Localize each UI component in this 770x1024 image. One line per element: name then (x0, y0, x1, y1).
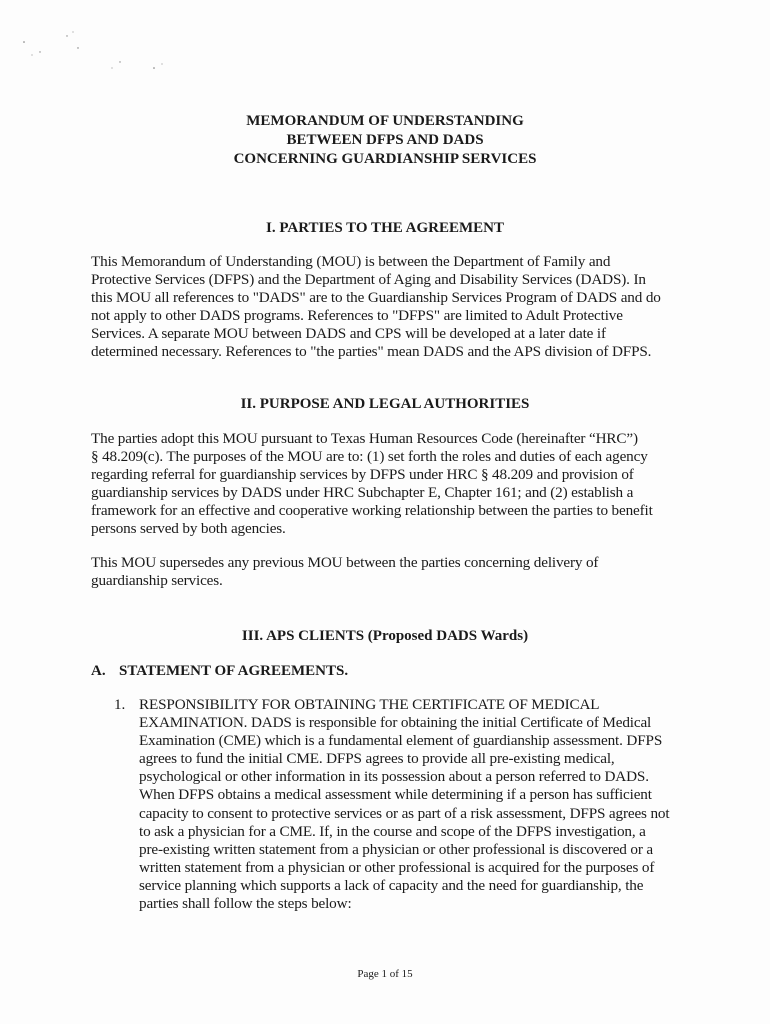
text-line: RESPONSIBILITY FOR OBTAINING THE CERTIFICATE OF MEDICAL (139, 696, 600, 713)
section-3-heading: III. APS CLIENTS (Proposed DADS Wards) (241, 628, 529, 644)
subheading-text: STATEMENT OF AGREEMENTS. (119, 663, 349, 679)
text-line: § 48.209(c). The purposes of the MOU are to: (1) set forth the roles and duties of each agency (91, 448, 648, 466)
text-line: parties shall follow the steps below: (139, 895, 352, 913)
text-line: not apply to other DADS programs. References to "DFPS" are limited to Adult Protective (91, 307, 623, 325)
text-line: pre-existing written statement from a physician or other professional is discovered or a (139, 840, 653, 858)
text-line: determined necessary. References to "the parties" mean DADS and the APS division of DFPS. (91, 343, 652, 361)
text-line: This MOU supersedes any previous MOU between the parties concerning delivery of (91, 554, 599, 571)
section-2-paragraph-2 (91, 554, 691, 590)
text-line: capacity to consent to protective services or as part of a risk assessment, DFPS agrees not (139, 804, 670, 822)
list-item-number: 1. (114, 696, 126, 713)
title-line: MEMORANDUM OF UNDERSTANDING (246, 113, 524, 129)
text-line: Services. A separate MOU between DADS and CPS will be developed at a later date if (91, 325, 606, 343)
text-line: Protective Services (DFPS) and the Department of Aging and Disability Services (DADS). In (91, 271, 646, 289)
text-line: The parties adopt this MOU pursuant to Texas Human Resources Code (hereinafter “HRC”) (91, 430, 638, 447)
section-1-paragraph (91, 253, 691, 362)
text-line: EXAMINATION. DADS is responsible for obtaining the initial Certificate of Medical (139, 714, 652, 732)
text-line: guardianship services by DADS under HRC Subchapter E, Chapter 161; and (2) establish a (91, 484, 634, 502)
subheading-letter: A. (91, 663, 106, 679)
text-line: guardianship services. (91, 572, 223, 590)
statement-of-agreements-heading (91, 662, 348, 681)
text-line: agrees to fund the initial CME. DFPS agrees to provide all pre-existing medical, (139, 750, 615, 768)
text-line: When DFPS obtains a medical assessment while determining if a person has sufficient (139, 786, 652, 804)
text-line: to ask a physician for a CME. If, in the course and scope of the DFPS investigation, a (139, 822, 646, 840)
text-line: regarding referral for guardianship services by DFPS under HRC § 48.209 and provision of (91, 466, 634, 484)
text-line: service planning which supports a lack of capacity and the need for guardianship, the (139, 876, 644, 894)
text-line: Examination (CME) which is a fundamental element of guardianship assessment. DFPS (139, 732, 663, 750)
section-1-heading: I. PARTIES TO THE AGREEMENT (265, 220, 504, 236)
text-line: written statement from a physician or other professional is acquired for the purposes of (139, 858, 655, 876)
list-item-body (139, 696, 669, 913)
title-line: BETWEEN DFPS AND DADS (286, 132, 484, 148)
title-line: CONCERNING GUARDIANSHIP SERVICES (233, 151, 537, 167)
page-number: Page 1 of 15 (357, 968, 413, 980)
section-2-heading: II. PURPOSE AND LEGAL AUTHORITIES (240, 396, 530, 412)
text-line: psychological or other information in its possession about a person referred to DADS. (139, 768, 649, 786)
section-2-paragraph-1 (91, 430, 691, 539)
text-line: framework for an effective and cooperative working relationship between the parties to benefit (91, 502, 653, 520)
text-line: this MOU all references to "DADS" are to the Guardianship Services Program of DADS and do (91, 289, 661, 307)
document-title (0, 112, 770, 169)
text-line: persons served by both agencies. (91, 520, 286, 538)
scan-specks (20, 28, 180, 78)
text-line: This Memorandum of Understanding (MOU) is between the Department of Family and (91, 253, 611, 270)
